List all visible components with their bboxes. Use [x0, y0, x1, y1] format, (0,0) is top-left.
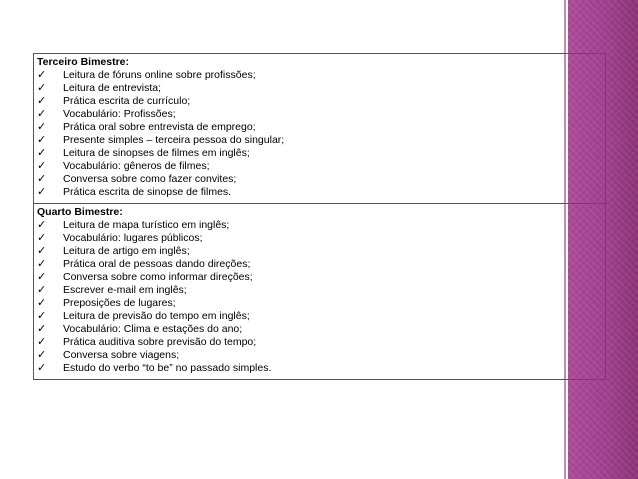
item-text: Leitura de artigo em inglês; [63, 245, 190, 257]
item-text: Vocabulário: lugares públicos; [63, 232, 203, 244]
list-item [37, 310, 602, 323]
list-item [37, 69, 602, 82]
list-item [37, 297, 602, 310]
check-mark-icon: ✓ [37, 160, 47, 172]
section-cell [34, 54, 606, 204]
item-text: Presente simples – terceira pessoa do singular; [63, 134, 285, 146]
item-list [37, 219, 602, 375]
list-item [37, 186, 602, 199]
list-item [37, 173, 602, 186]
check-mark-icon: ✓ [37, 323, 47, 335]
check-mark-icon: ✓ [37, 134, 47, 146]
list-item [37, 134, 602, 147]
item-text: Vocabulário: Profissões; [63, 108, 176, 120]
curriculum-table [33, 53, 606, 380]
item-text: Escrever e-mail em inglês; [63, 284, 187, 296]
check-mark-icon: ✓ [37, 82, 47, 94]
check-mark-icon: ✓ [37, 95, 47, 107]
list-item [37, 219, 602, 232]
list-item [37, 284, 602, 297]
check-mark-icon: ✓ [37, 297, 47, 309]
item-text: Prática escrita de sinopse de filmes. [63, 186, 232, 198]
check-mark-icon: ✓ [37, 108, 47, 120]
item-text: Conversa sobre como fazer convites; [63, 173, 237, 185]
section-title: Terceiro Bimestre: [37, 56, 130, 68]
check-mark-icon: ✓ [37, 284, 47, 296]
section-cell [34, 204, 606, 380]
item-text: Leitura de fóruns online sobre profissões; [63, 69, 256, 81]
list-item [37, 336, 602, 349]
item-text: Preposições de lugares; [63, 297, 176, 309]
check-mark-icon: ✓ [37, 349, 47, 361]
check-mark-icon: ✓ [37, 310, 47, 322]
check-mark-icon: ✓ [37, 245, 47, 257]
check-mark-icon: ✓ [37, 186, 47, 198]
check-mark-icon: ✓ [37, 147, 47, 159]
item-text: Conversa sobre viagens; [63, 349, 180, 361]
list-item [37, 362, 602, 375]
item-text: Prática escrita de currículo; [63, 95, 191, 107]
list-item [37, 160, 602, 173]
item-text: Prática auditiva sobre previsão do tempo; [63, 336, 257, 348]
list-item [37, 271, 602, 284]
list-item [37, 108, 602, 121]
section-title: Quarto Bimestre: [37, 206, 123, 218]
item-text: Leitura de mapa turístico em inglês; [63, 219, 230, 231]
item-text: Leitura de previsão do tempo em inglês; [63, 310, 250, 322]
check-mark-icon: ✓ [37, 271, 47, 283]
check-mark-icon: ✓ [37, 336, 47, 348]
item-text: Leitura de sinopses de filmes em inglês; [63, 147, 250, 159]
list-item [37, 258, 602, 271]
check-mark-icon: ✓ [37, 121, 47, 133]
item-list [37, 69, 602, 199]
item-text: Estudo do verbo “to be” no passado simples. [63, 362, 272, 374]
list-item [37, 323, 602, 336]
check-mark-icon: ✓ [37, 69, 47, 81]
item-text: Conversa sobre como informar direções; [63, 271, 253, 283]
list-item [37, 232, 602, 245]
list-item [37, 121, 602, 134]
check-mark-icon: ✓ [37, 232, 47, 244]
item-text: Vocabulário: Clima e estações do ano; [63, 323, 243, 335]
item-text: Leitura de entrevista; [63, 82, 162, 94]
check-mark-icon: ✓ [37, 219, 47, 231]
section-row [34, 204, 606, 380]
list-item [37, 245, 602, 258]
list-item [37, 82, 602, 95]
list-item [37, 147, 602, 160]
section-row [34, 54, 606, 204]
item-text: Vocabulário: gêneros de filmes; [63, 160, 210, 172]
list-item [37, 349, 602, 362]
item-text: Prática oral sobre entrevista de emprego; [63, 121, 256, 133]
item-text: Prática oral de pessoas dando direções; [63, 258, 251, 270]
list-item [37, 95, 602, 108]
check-mark-icon: ✓ [37, 362, 47, 374]
check-mark-icon: ✓ [37, 173, 47, 185]
check-mark-icon: ✓ [37, 258, 47, 270]
